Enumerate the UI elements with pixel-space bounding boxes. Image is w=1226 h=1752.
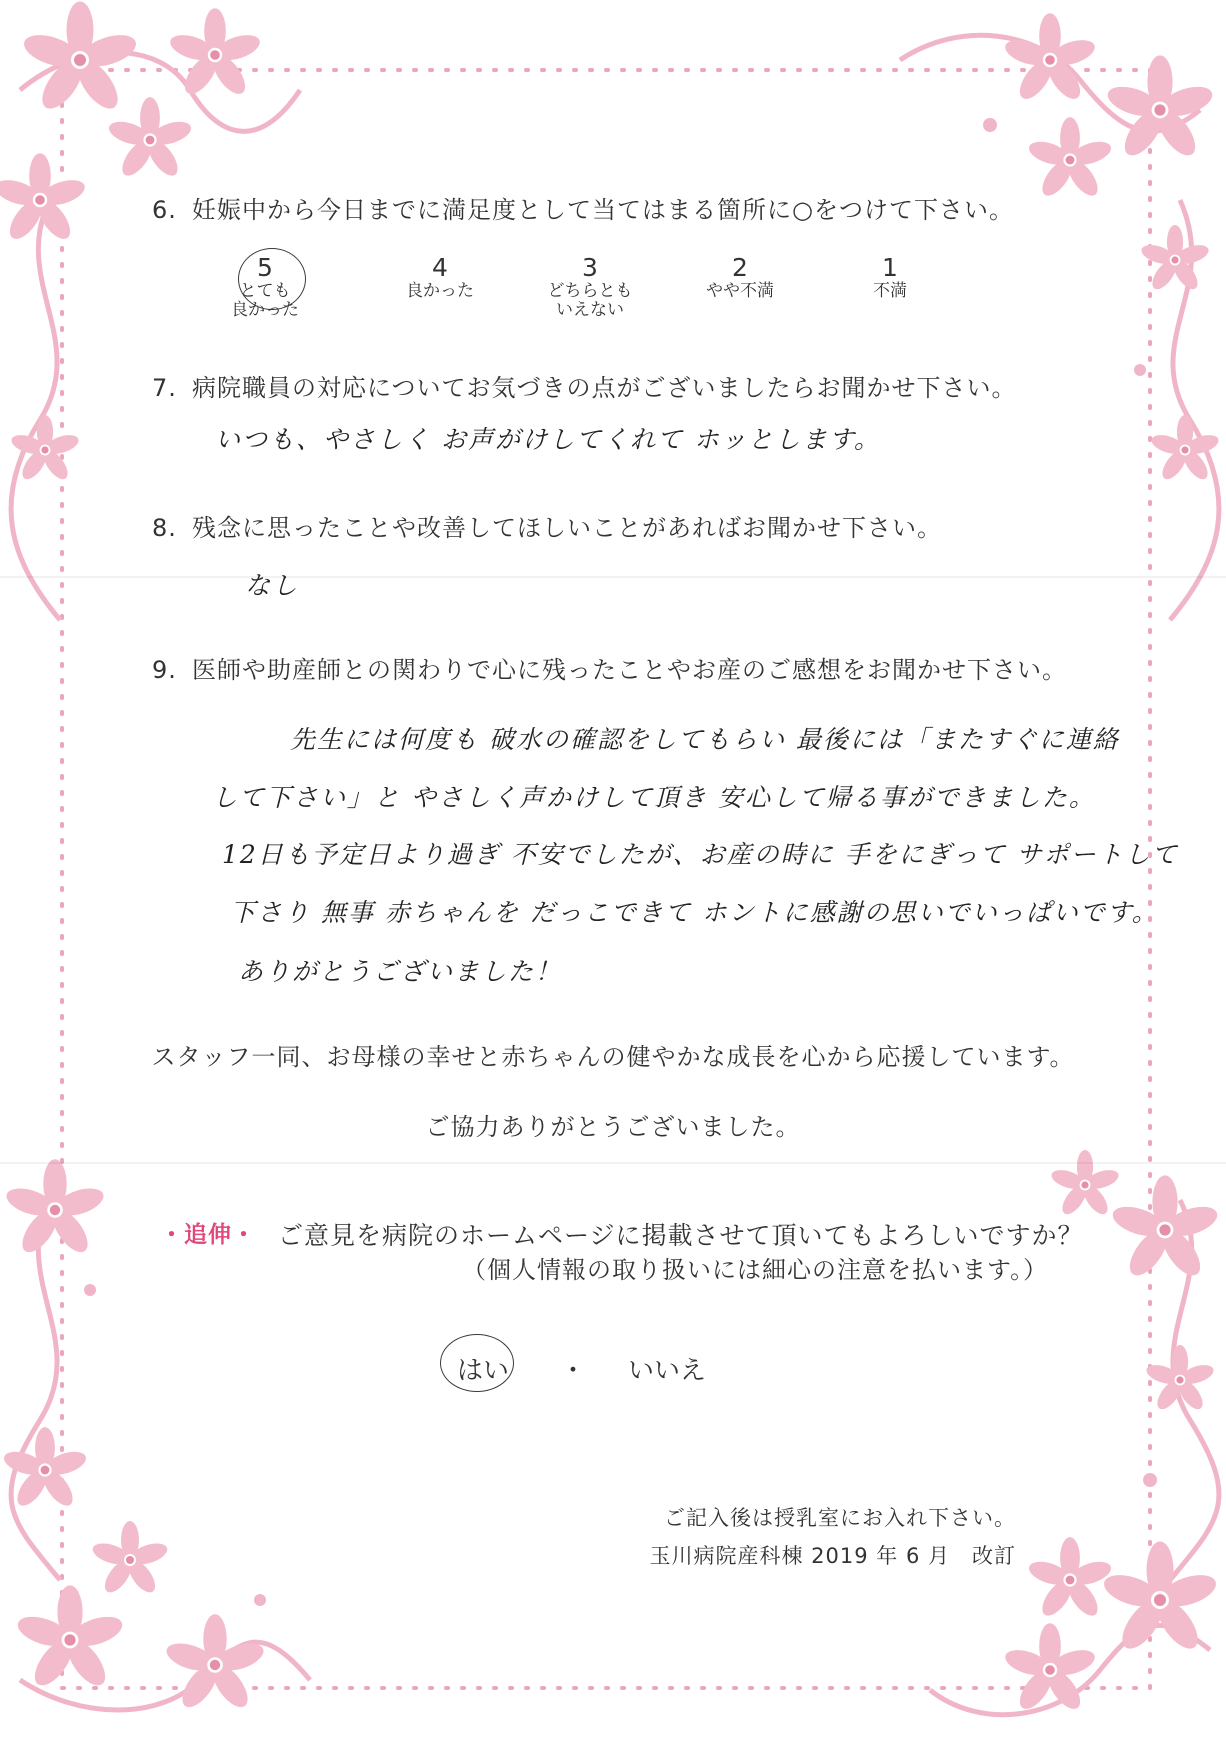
rating-option-3[interactable] xyxy=(525,254,655,320)
question-6 xyxy=(152,190,1014,225)
question-8 xyxy=(152,508,942,543)
question-number: 7. xyxy=(152,374,177,402)
question-number: 9. xyxy=(152,656,177,684)
rating-value: 4 xyxy=(432,253,448,282)
paper-fold-line xyxy=(0,576,1226,578)
answer-8-handwritten: なし xyxy=(245,571,300,600)
rating-value: 1 xyxy=(882,253,898,282)
question-number: 8. xyxy=(152,514,177,542)
rating-label: 良かった xyxy=(406,281,474,301)
rating-label: どちらとも xyxy=(547,281,633,301)
question-text: 病院職員の対応についてお気づきの点がございましたらお聞かせ下さい。 xyxy=(192,374,1017,402)
rating-option-1[interactable] xyxy=(825,254,955,301)
answer-9-line: 12日も予定日より過ぎ 不安でしたが、お産の時に 手をにぎって サポートして xyxy=(222,840,1179,869)
answer-9-line: して下さい」と やさしく声かけして頂き 安心して帰る事ができました。 xyxy=(212,783,1096,812)
question-text: 残念に思ったことや改善してほしいことがあればお聞かせ下さい。 xyxy=(192,514,942,542)
option-yes[interactable]: はい xyxy=(457,1356,510,1386)
paper-fold-line xyxy=(0,1162,1226,1164)
rating-label: 不満 xyxy=(873,281,907,301)
rating-label: 良かった xyxy=(231,300,299,320)
question-number: 6. xyxy=(152,196,177,224)
selected-rating-circle xyxy=(238,248,306,310)
answer-7-handwritten: いつも、やさしく お声がけしてくれて ホッとします。 xyxy=(215,425,881,454)
thanks-message: ご協力ありがとうございました。 xyxy=(425,1113,801,1141)
rating-label: やや不満 xyxy=(706,281,774,301)
question-7 xyxy=(152,368,1017,403)
postscript-question: ご意見を病院のホームページに掲載させて頂いてもよろしいですか？ xyxy=(278,1221,1084,1250)
form-issuer-revision: 玉川病院産科棟 2019 年 6 月 改訂 xyxy=(649,1544,1016,1568)
selected-option-circle xyxy=(440,1334,514,1392)
option-separator: ・ xyxy=(560,1356,587,1386)
answer-9-line: 下さり 無事 赤ちゃんを だっこできて ホントに感謝の思いでいっぱいです。 xyxy=(230,898,1159,927)
answer-9-line: 先生には何度も 破水の確認をしてもらい 最後には「またすぐに連絡 xyxy=(290,725,1120,754)
closing-message: スタッフ一同、お母様の幸せと赤ちゃんの健やかな成長を心から応援しています。 xyxy=(151,1043,1075,1071)
postscript-tag: ・追伸・ xyxy=(160,1222,256,1248)
rating-label: いえない xyxy=(556,300,624,320)
rating-label: とても xyxy=(239,281,291,301)
rating-value: 5 xyxy=(257,253,273,282)
question-text: 妊娠中から今日までに満足度として当てはまる箇所に○をつけて下さい。 xyxy=(192,196,1014,224)
question-text: 医師や助産師との関わりで心に残ったことやお産のご感想をお聞かせ下さい。 xyxy=(192,656,1067,684)
option-no[interactable]: いいえ xyxy=(628,1356,707,1386)
submission-instruction: ご記入後は授乳室にお入れ下さい。 xyxy=(664,1506,1016,1530)
rating-option-2[interactable] xyxy=(675,254,805,301)
postscript-note: （個人情報の取り扱いには細心の注意を払います。） xyxy=(462,1256,1049,1284)
answer-9-line: ありがとうございました！ xyxy=(238,957,563,986)
rating-value: 2 xyxy=(732,253,748,282)
rating-value: 3 xyxy=(582,253,598,282)
rating-option-4[interactable] xyxy=(375,254,505,301)
question-9 xyxy=(152,650,1067,685)
